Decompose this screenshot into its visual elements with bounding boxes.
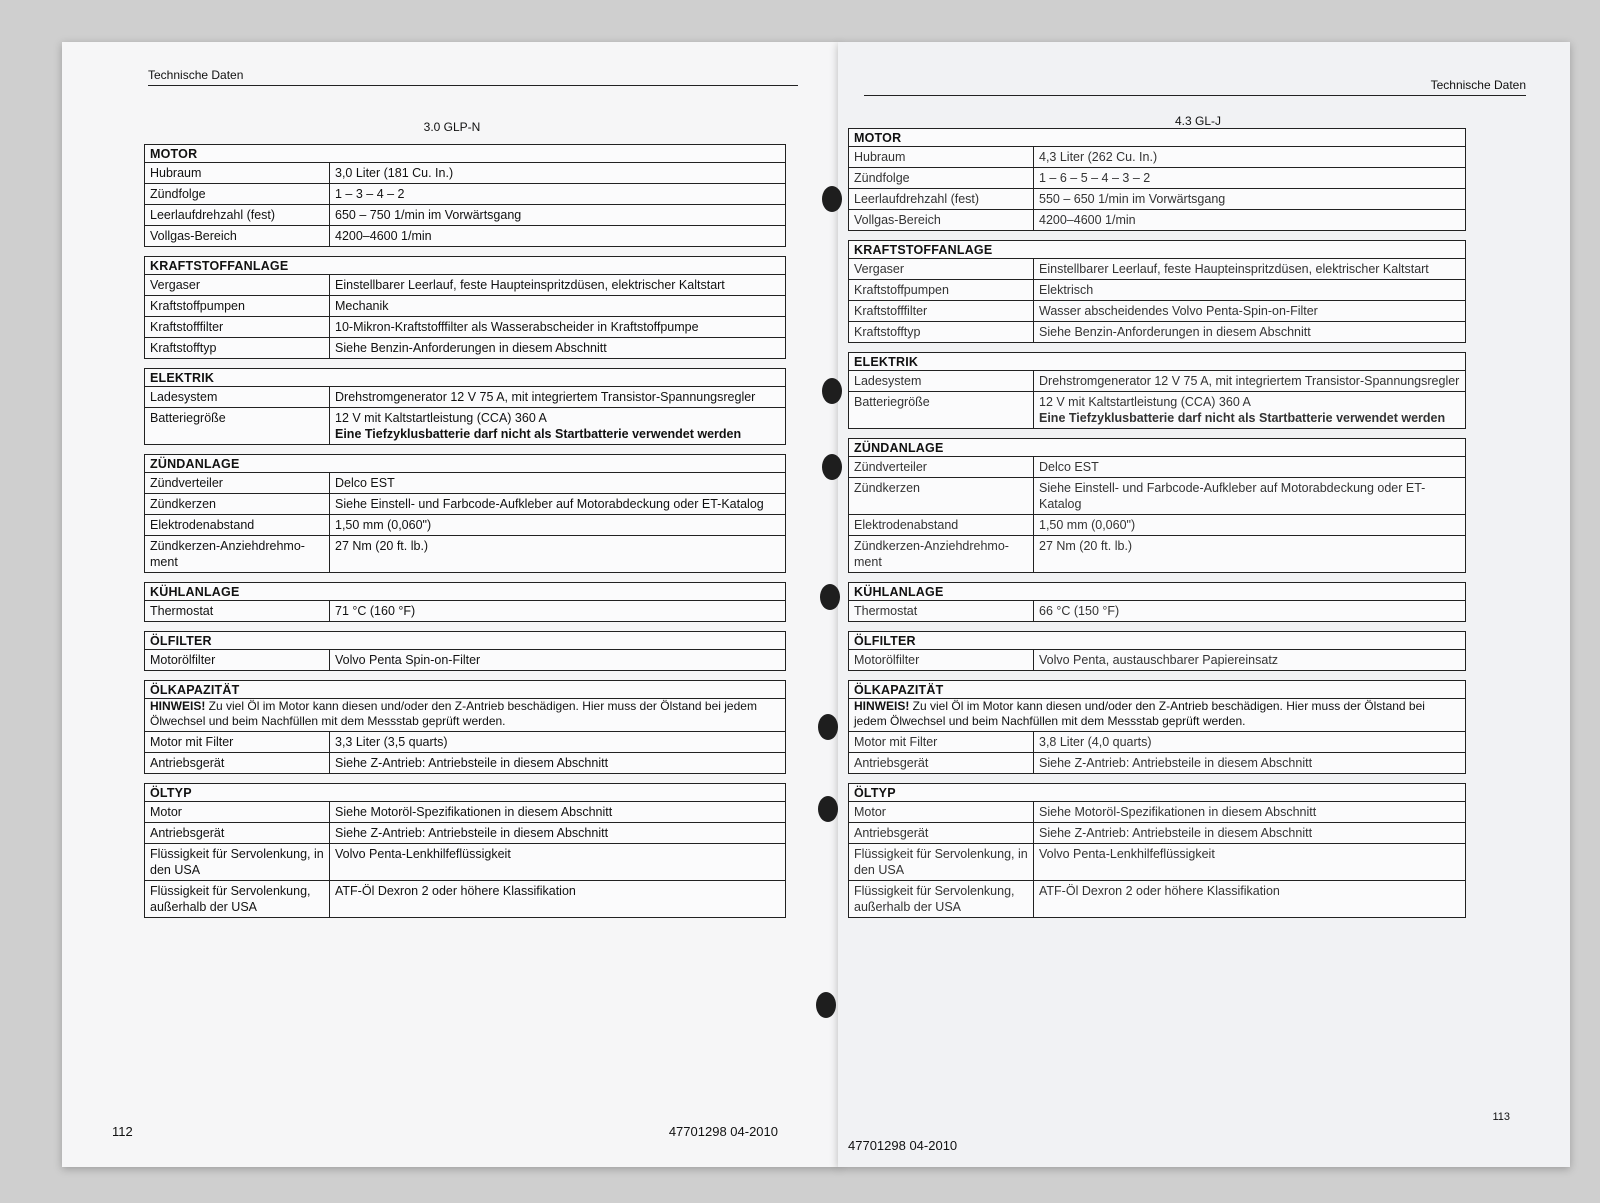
spec-value-cell bbox=[1034, 371, 1465, 391]
spec-value: 12 V mit Kaltstartleistung (CCA) 360 A bbox=[1039, 395, 1251, 409]
section-note bbox=[145, 699, 785, 732]
spec-value: 650 – 750 1/min im Vorwärtsgang bbox=[335, 208, 522, 222]
spec-label: Kraftstofftyp bbox=[145, 338, 330, 358]
spec-value: Siehe Z-Antrieb: Antriebsteile in diesem Abschnitt bbox=[1039, 756, 1313, 770]
table-row bbox=[145, 650, 785, 670]
spec-label: Hubraum bbox=[145, 163, 330, 183]
spec-value: 66 °C (150 °F) bbox=[1039, 604, 1120, 618]
spec-value-cell bbox=[330, 408, 785, 444]
section-title: ELEKTRIK bbox=[145, 369, 785, 387]
spec-value-cell bbox=[330, 184, 785, 204]
spec-value: Siehe Z-Antrieb: Antriebsteile in diesem Abschnitt bbox=[335, 826, 609, 840]
spec-value-cell bbox=[1034, 189, 1465, 209]
spec-label: Zündverteiler bbox=[849, 457, 1034, 477]
page-number: 113 bbox=[1492, 1111, 1510, 1123]
spec-value: Mechanik bbox=[335, 299, 389, 313]
spec-label: Motor bbox=[849, 802, 1034, 822]
spec-label: Elektrodenabstand bbox=[849, 515, 1034, 535]
spec-value: Siehe Z-Antrieb: Antriebsteile in diesem Abschnitt bbox=[335, 756, 609, 770]
table-row bbox=[849, 189, 1465, 210]
section-oelkapazitaet bbox=[848, 680, 1466, 774]
section-oeltyp bbox=[144, 783, 786, 918]
section-title: ELEKTRIK bbox=[849, 353, 1465, 371]
spec-label: Motorölfilter bbox=[145, 650, 330, 670]
table-row bbox=[849, 881, 1465, 917]
section-title: KÜHLANLAGE bbox=[145, 583, 785, 601]
spec-value: 12 V mit Kaltstartleistung (CCA) 360 A bbox=[335, 411, 547, 425]
spec-value-cell bbox=[330, 601, 785, 621]
spec-value-cell bbox=[330, 296, 785, 316]
spec-value-cell bbox=[330, 515, 785, 535]
spec-label: Leerlaufdrehzahl (fest) bbox=[145, 205, 330, 225]
spec-value: Drehstromgenerator 12 V 75 A, mit integriertem Transistor-Spannungsregler bbox=[335, 390, 756, 404]
section-oeltyp bbox=[848, 783, 1466, 918]
table-row bbox=[849, 823, 1465, 844]
table-row bbox=[849, 371, 1465, 392]
spec-label: Vergaser bbox=[849, 259, 1034, 279]
spec-value-cell bbox=[1034, 147, 1465, 167]
right-page bbox=[838, 42, 1570, 1167]
spec-label: Zündkerzen-Anziehdrehmo-ment bbox=[849, 536, 1034, 572]
page-number: 112 bbox=[112, 1124, 133, 1139]
spec-label: Vergaser bbox=[145, 275, 330, 295]
section-title: KÜHLANLAGE bbox=[849, 583, 1465, 601]
binder-hole bbox=[822, 454, 842, 480]
section-title: MOTOR bbox=[145, 145, 785, 163]
spec-value-cell bbox=[1034, 536, 1465, 572]
table-row bbox=[145, 275, 785, 296]
running-head: Technische Daten bbox=[864, 78, 1526, 96]
spec-value: Siehe Einstell- und Farbcode-Aufkleber auf Motorabdeckung oder ET-Katalog bbox=[335, 497, 764, 511]
doc-number: 47701298 04-2010 bbox=[668, 1124, 778, 1139]
model-title: 4.3 GL-J bbox=[1174, 114, 1222, 128]
table-row bbox=[145, 408, 785, 444]
table-row bbox=[849, 515, 1465, 536]
spec-value: 27 Nm (20 ft. lb.) bbox=[1039, 539, 1133, 553]
spec-value-cell bbox=[330, 732, 785, 752]
spec-value: 27 Nm (20 ft. lb.) bbox=[335, 539, 429, 553]
spec-value-cell bbox=[330, 536, 785, 572]
spec-value: Delco EST bbox=[1039, 460, 1099, 474]
spec-label: Zündkerzen-Anziehdrehmo-ment bbox=[145, 536, 330, 572]
section-kraftstoffanlage bbox=[848, 240, 1466, 343]
spec-value: 3,8 Liter (4,0 quarts) bbox=[1039, 735, 1152, 749]
section-elektrik bbox=[144, 368, 786, 445]
table-row bbox=[849, 280, 1465, 301]
spec-value: Siehe Benzin-Anforderungen in diesem Abschnitt bbox=[335, 341, 607, 355]
spec-label: Elektrodenabstand bbox=[145, 515, 330, 535]
spec-value-cell bbox=[330, 338, 785, 358]
section-title: KRAFTSTOFFANLAGE bbox=[145, 257, 785, 275]
section-zuendanlage bbox=[848, 438, 1466, 573]
table-row bbox=[849, 301, 1465, 322]
section-elektrik bbox=[848, 352, 1466, 429]
spec-value-cell bbox=[330, 881, 785, 917]
table-row bbox=[145, 317, 785, 338]
spec-value-cell bbox=[1034, 753, 1465, 773]
spec-label: Hubraum bbox=[849, 147, 1034, 167]
spec-label: Flüssigkeit für Servolenkung, in den USA bbox=[849, 844, 1034, 880]
binder-hole bbox=[816, 992, 836, 1018]
spec-value: Siehe Motoröl-Spezifikationen in diesem Abschnitt bbox=[335, 805, 613, 819]
spec-label: Antriebsgerät bbox=[849, 753, 1034, 773]
spec-label: Kraftstofffilter bbox=[145, 317, 330, 337]
section-title: ZÜNDANLAGE bbox=[849, 439, 1465, 457]
table-row bbox=[145, 515, 785, 536]
spec-value: Elektrisch bbox=[1039, 283, 1094, 297]
spec-value-cell bbox=[1034, 732, 1465, 752]
spec-value: 1,50 mm (0,060") bbox=[1039, 518, 1136, 532]
spec-value: Delco EST bbox=[335, 476, 395, 490]
spec-value: Siehe Motoröl-Spezifikationen in diesem Abschnitt bbox=[1039, 805, 1317, 819]
table-row bbox=[145, 387, 785, 408]
spec-value: 3,3 Liter (3,5 quarts) bbox=[335, 735, 448, 749]
spec-label: Motor mit Filter bbox=[145, 732, 330, 752]
spec-label: Antriebsgerät bbox=[145, 753, 330, 773]
section-title: ÖLKAPAZITÄT bbox=[849, 681, 1465, 699]
spec-label: Kraftstoffpumpen bbox=[849, 280, 1034, 300]
spec-label: Batteriegröße bbox=[849, 392, 1034, 428]
doc-number: 47701298 04-2010 bbox=[848, 1138, 958, 1153]
spec-warning: Eine Tiefzyklusbatterie darf nicht als Startbatterie verwendet werden bbox=[335, 427, 742, 441]
spec-label: Zündverteiler bbox=[145, 473, 330, 493]
spec-value-cell bbox=[330, 650, 785, 670]
binder-hole bbox=[818, 714, 838, 740]
section-title: MOTOR bbox=[849, 129, 1465, 147]
spec-value-cell bbox=[1034, 322, 1465, 342]
spec-value: 4,3 Liter (262 Cu. In.) bbox=[1039, 150, 1158, 164]
spec-sections bbox=[144, 144, 786, 927]
table-row bbox=[849, 844, 1465, 881]
binder-hole bbox=[822, 378, 842, 404]
spec-value-cell bbox=[1034, 823, 1465, 843]
table-row bbox=[145, 823, 785, 844]
spec-value: Einstellbarer Leerlauf, feste Haupteinspritzdüsen, elektrischer Kaltstart bbox=[1039, 262, 1429, 276]
spec-value-cell bbox=[330, 494, 785, 514]
spec-value-cell bbox=[1034, 210, 1465, 230]
table-row bbox=[145, 802, 785, 823]
spec-value-cell bbox=[330, 317, 785, 337]
table-row bbox=[849, 259, 1465, 280]
spec-value-cell bbox=[1034, 601, 1465, 621]
spec-value-cell bbox=[1034, 515, 1465, 535]
spec-value: 1 – 6 – 5 – 4 – 3 – 2 bbox=[1039, 171, 1151, 185]
spec-label: Zündfolge bbox=[145, 184, 330, 204]
left-page bbox=[62, 42, 840, 1167]
table-row bbox=[849, 732, 1465, 753]
spec-label: Kraftstofftyp bbox=[849, 322, 1034, 342]
table-row bbox=[145, 226, 785, 246]
spec-value-cell bbox=[1034, 802, 1465, 822]
spec-value-cell bbox=[1034, 650, 1465, 670]
table-row bbox=[145, 184, 785, 205]
table-row bbox=[145, 473, 785, 494]
table-row bbox=[145, 338, 785, 358]
spec-value-cell bbox=[330, 823, 785, 843]
spec-value: Einstellbarer Leerlauf, feste Haupteinspritzdüsen, elektrischer Kaltstart bbox=[335, 278, 725, 292]
spec-value-cell bbox=[1034, 478, 1465, 514]
spec-value: 1,50 mm (0,060") bbox=[335, 518, 432, 532]
spec-label: Thermostat bbox=[145, 601, 330, 621]
spec-value-cell bbox=[330, 753, 785, 773]
table-row bbox=[145, 205, 785, 226]
spec-label: Thermostat bbox=[849, 601, 1034, 621]
spec-label: Zündkerzen bbox=[849, 478, 1034, 514]
spec-label: Motor mit Filter bbox=[849, 732, 1034, 752]
section-oelkapazitaet bbox=[144, 680, 786, 774]
table-row bbox=[145, 536, 785, 572]
spec-label: Batteriegröße bbox=[145, 408, 330, 444]
section-title: KRAFTSTOFFANLAGE bbox=[849, 241, 1465, 259]
table-row bbox=[145, 881, 785, 917]
table-row bbox=[145, 601, 785, 621]
table-row bbox=[145, 732, 785, 753]
table-row bbox=[849, 536, 1465, 572]
table-row bbox=[849, 650, 1465, 670]
spec-value-cell bbox=[1034, 280, 1465, 300]
spec-value-cell bbox=[1034, 168, 1465, 188]
spec-value: Siehe Einstell- und Farbcode-Aufkleber auf Motorabdeckung oder ET-Katalog bbox=[1039, 481, 1426, 511]
table-row bbox=[145, 494, 785, 515]
table-row bbox=[145, 844, 785, 881]
spec-value-cell bbox=[330, 205, 785, 225]
spec-label: Ladesystem bbox=[145, 387, 330, 407]
spec-value: Volvo Penta-Lenkhilfeflüssigkeit bbox=[1039, 847, 1215, 861]
spec-value: Drehstromgenerator 12 V 75 A, mit integriertem Transistor-Spannungsregler bbox=[1039, 374, 1460, 388]
section-kraftstoffanlage bbox=[144, 256, 786, 359]
running-head: Technische Daten bbox=[148, 68, 798, 86]
spec-warning: Eine Tiefzyklusbatterie darf nicht als Startbatterie verwendet werden bbox=[1039, 411, 1446, 425]
section-title: ZÜNDANLAGE bbox=[145, 455, 785, 473]
spec-label: Flüssigkeit für Servolenkung, außerhalb der USA bbox=[145, 881, 330, 917]
spec-value: 71 °C (160 °F) bbox=[335, 604, 416, 618]
section-note bbox=[849, 699, 1465, 732]
spec-value-cell bbox=[330, 226, 785, 246]
table-row bbox=[849, 753, 1465, 773]
spec-value-cell bbox=[330, 844, 785, 880]
note-text: Zu viel Öl im Motor kann diesen und/oder den Z-Antrieb beschädigen. Hier muss der Ölstand bei jedem Ölwechsel und beim Nachfüllen mit dem Messstab geprüft werden. bbox=[854, 699, 1425, 728]
spec-value: ATF-Öl Dexron 2 oder höhere Klassifikation bbox=[1039, 884, 1280, 898]
section-motor bbox=[848, 128, 1466, 231]
spec-value: Siehe Benzin-Anforderungen in diesem Abschnitt bbox=[1039, 325, 1311, 339]
spec-label: Antriebsgerät bbox=[145, 823, 330, 843]
table-row bbox=[849, 601, 1465, 621]
spec-value-cell bbox=[330, 275, 785, 295]
spec-value: 1 – 3 – 4 – 2 bbox=[335, 187, 405, 201]
table-row bbox=[849, 168, 1465, 189]
table-row bbox=[849, 478, 1465, 515]
spec-value: 4200–4600 1/min bbox=[335, 229, 432, 243]
binder-hole bbox=[822, 186, 842, 212]
table-row bbox=[849, 210, 1465, 230]
note-text: Zu viel Öl im Motor kann diesen und/oder den Z-Antrieb beschädigen. Hier muss der Ölstand bei jedem Ölwechsel und beim Nachfüllen mit dem Messstab geprüft werden. bbox=[150, 699, 757, 728]
spec-value: 4200–4600 1/min bbox=[1039, 213, 1136, 227]
table-row bbox=[849, 322, 1465, 342]
section-oelfilter bbox=[848, 631, 1466, 671]
table-row bbox=[849, 147, 1465, 168]
spec-value-cell bbox=[1034, 392, 1465, 428]
spec-label: Kraftstoffpumpen bbox=[145, 296, 330, 316]
binder-hole bbox=[818, 796, 838, 822]
spec-value: Volvo Penta-Lenkhilfeflüssigkeit bbox=[335, 847, 511, 861]
spec-value-cell bbox=[330, 387, 785, 407]
table-row bbox=[145, 296, 785, 317]
section-title: ÖLFILTER bbox=[145, 632, 785, 650]
spec-value: Siehe Z-Antrieb: Antriebsteile in diesem Abschnitt bbox=[1039, 826, 1313, 840]
spec-label: Flüssigkeit für Servolenkung, außerhalb der USA bbox=[849, 881, 1034, 917]
spec-value: 10-Mikron-Kraftstofffilter als Wasserabscheider in Kraftstoffpumpe bbox=[335, 320, 699, 334]
spec-value-cell bbox=[1034, 844, 1465, 880]
table-row bbox=[849, 457, 1465, 478]
section-kuehlanlage bbox=[144, 582, 786, 622]
section-kuehlanlage bbox=[848, 582, 1466, 622]
spec-value-cell bbox=[330, 802, 785, 822]
spec-label: Kraftstofffilter bbox=[849, 301, 1034, 321]
spec-label: Motorölfilter bbox=[849, 650, 1034, 670]
spec-label: Vollgas-Bereich bbox=[849, 210, 1034, 230]
table-row bbox=[849, 392, 1465, 428]
spec-label: Antriebsgerät bbox=[849, 823, 1034, 843]
spec-value: Volvo Penta Spin-on-Filter bbox=[335, 653, 481, 667]
section-title: ÖLKAPAZITÄT bbox=[145, 681, 785, 699]
spec-value: Wasser abscheidendes Volvo Penta-Spin-on-Filter bbox=[1039, 304, 1318, 318]
table-row bbox=[145, 753, 785, 773]
table-row bbox=[145, 163, 785, 184]
section-oelfilter bbox=[144, 631, 786, 671]
spec-value-cell bbox=[1034, 301, 1465, 321]
note-label: HINWEIS! bbox=[854, 699, 910, 713]
spec-label: Ladesystem bbox=[849, 371, 1034, 391]
spec-label: Flüssigkeit für Servolenkung, in den USA bbox=[145, 844, 330, 880]
section-zuendanlage bbox=[144, 454, 786, 573]
spec-value-cell bbox=[1034, 259, 1465, 279]
section-motor bbox=[144, 144, 786, 247]
spec-value: ATF-Öl Dexron 2 oder höhere Klassifikation bbox=[335, 884, 576, 898]
spec-value-cell bbox=[1034, 457, 1465, 477]
section-title: ÖLTYP bbox=[849, 784, 1465, 802]
spec-value-cell bbox=[330, 163, 785, 183]
spec-label: Leerlaufdrehzahl (fest) bbox=[849, 189, 1034, 209]
spec-label: Vollgas-Bereich bbox=[145, 226, 330, 246]
spec-value-cell bbox=[1034, 881, 1465, 917]
spec-sections bbox=[848, 128, 1466, 927]
table-row bbox=[849, 802, 1465, 823]
spec-value: Volvo Penta, austauschbarer Papiereinsatz bbox=[1039, 653, 1279, 667]
section-title: ÖLTYP bbox=[145, 784, 785, 802]
note-label: HINWEIS! bbox=[150, 699, 206, 713]
spec-value-cell bbox=[330, 473, 785, 493]
spec-value: 3,0 Liter (181 Cu. In.) bbox=[335, 166, 454, 180]
spec-label: Motor bbox=[145, 802, 330, 822]
spec-label: Zündfolge bbox=[849, 168, 1034, 188]
spec-label: Zündkerzen bbox=[145, 494, 330, 514]
model-title: 3.0 GLP-N bbox=[423, 120, 481, 134]
section-title: ÖLFILTER bbox=[849, 632, 1465, 650]
spec-value: 550 – 650 1/min im Vorwärtsgang bbox=[1039, 192, 1226, 206]
binder-hole bbox=[820, 584, 840, 610]
